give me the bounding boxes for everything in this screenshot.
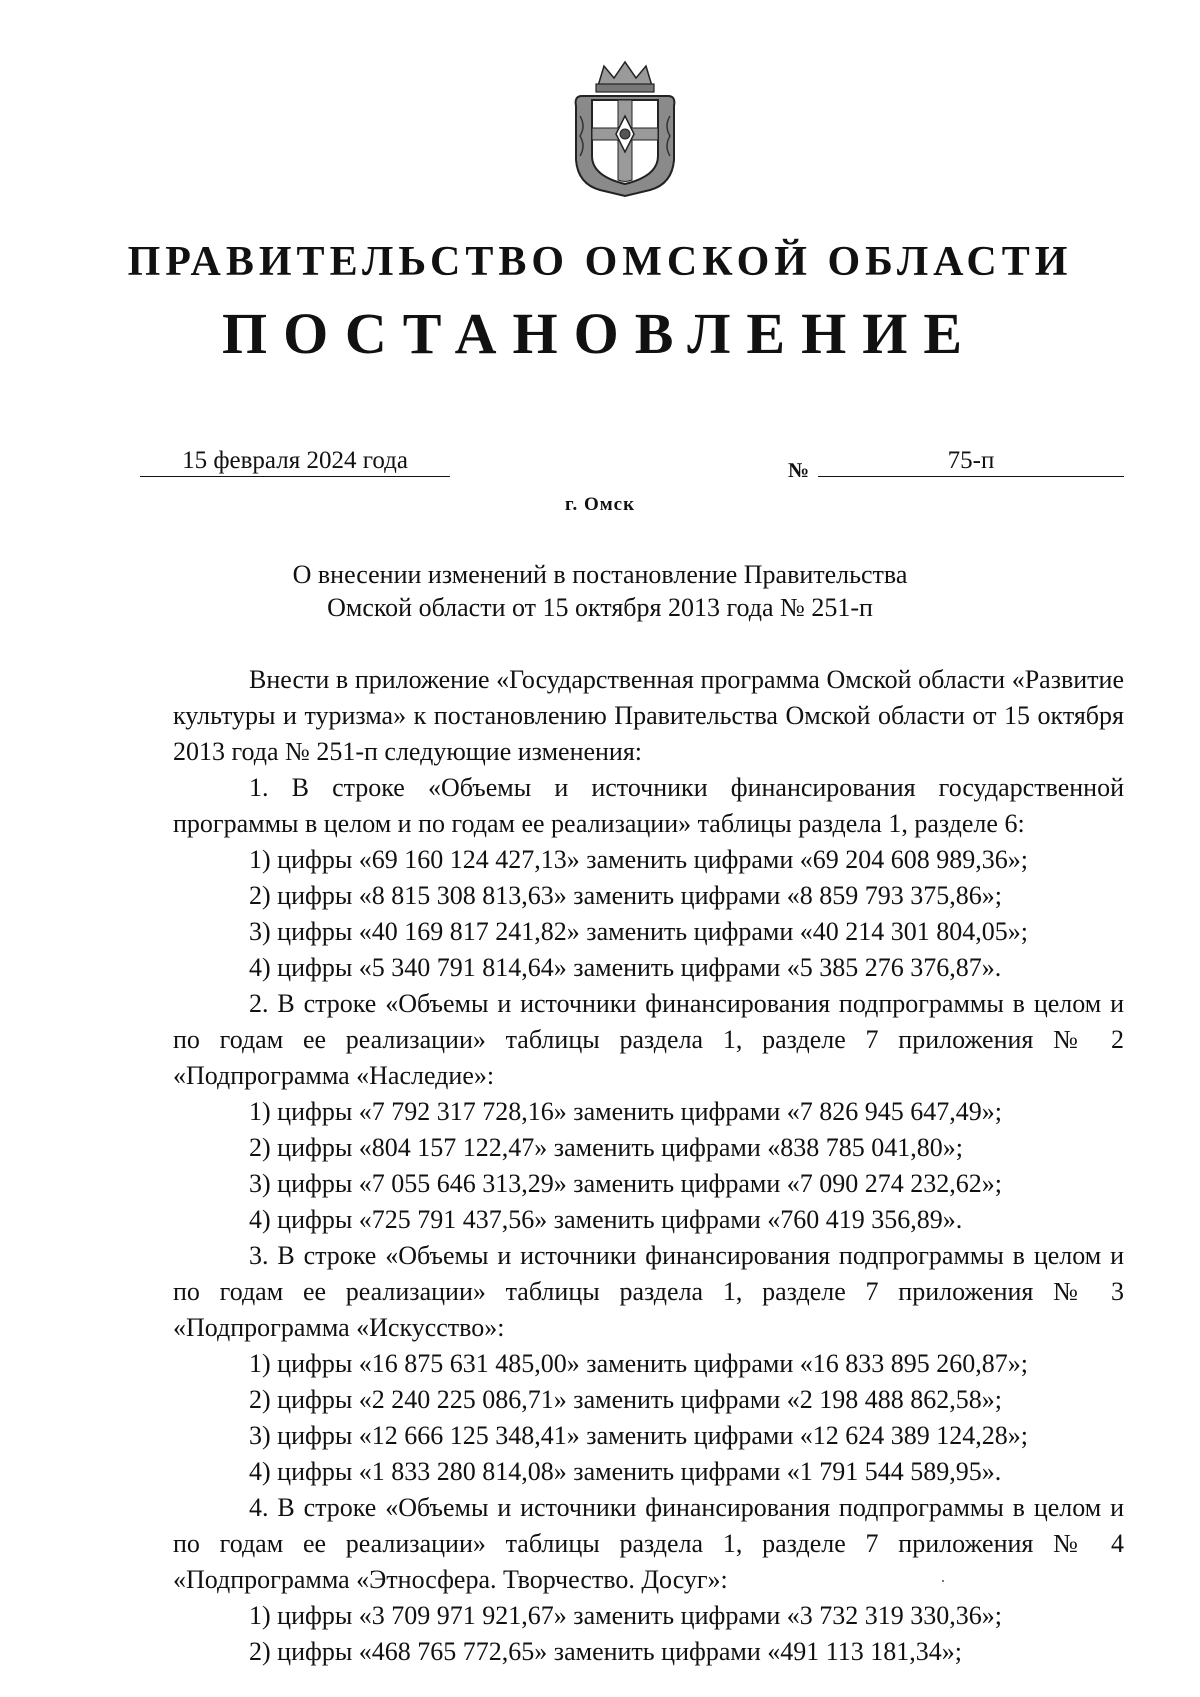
list-item: 1) цифры «7 792 317 728,16» заменить цифрами «7 826 945 647,49»; [249, 1097, 1002, 1126]
number-sign: № [788, 458, 810, 482]
document-number: 75-п [818, 446, 1124, 477]
list-item: 3) цифры «40 169 817 241,82» заменить цифрами «40 214 301 804,05»; [249, 917, 1028, 946]
intro-paragraph: Внести в приложение «Государственная программа Омской области «Развитие культуры и туризма» к постановлению Правительства Омской области от 15 октября 2013 года № 251-п следующие изменения: [173, 665, 1124, 766]
section-paragraph: 4. В строке «Объемы и источники финансирования подпрограммы в целом и по годам ее реализации» таблицы раздела 1, разделе 7 приложения № 4 «Подпрограмма «Этносфера. Творчество. Досуг»: [173, 1493, 1124, 1594]
list-item: 4) цифры «5 340 791 814,64» заменить цифрами «5 385 276 376,87». [249, 953, 1002, 982]
city-label: г. Омск [564, 494, 636, 515]
list-item: 3) цифры «12 666 125 348,41» заменить цифрами «12 624 389 124,28»; [249, 1421, 1028, 1450]
document-subject [0, 558, 1200, 624]
list-item: 2) цифры «804 157 122,47» заменить цифрами «838 785 041,80»; [249, 1133, 963, 1162]
list-item: 3) цифры «7 055 646 313,29» заменить цифрами «7 090 274 232,62»; [249, 1169, 1002, 1198]
document-date: 15 февраля 2024 года [140, 446, 450, 477]
section-paragraph: 1. В строке «Объемы и источники финансирования государственной программы в целом и по годам ее реализации» таблицы раздела 1, разделе 6: [173, 773, 1124, 838]
subject-line: Омской области от 15 октября 2013 года № 251-п [327, 593, 873, 622]
document-type-title: ПОСТАНОВЛЕНИЕ [221, 301, 979, 366]
section-paragraph: 3. В строке «Объемы и источники финансирования подпрограммы в целом и по годам ее реализации» таблицы раздела 1, разделе 7 приложения № 3 «Подпрограмма «Искусство»: [173, 1241, 1124, 1342]
list-item: 1) цифры «3 709 971 921,67» заменить цифрами «3 732 319 330,36»; [249, 1601, 1002, 1630]
list-item: 2) цифры «8 815 308 813,63» заменить цифрами «8 859 793 375,86»; [249, 881, 1002, 910]
subject-line: О внесении изменений в постановление Правительства [292, 560, 908, 589]
list-item: 1) цифры «16 875 631 485,00» заменить цифрами «16 833 895 260,87»; [249, 1349, 1028, 1378]
document-body [173, 662, 1124, 1670]
list-item: 2) цифры «2 240 225 086,71» заменить цифрами «2 198 488 862,58»; [249, 1385, 1002, 1414]
coat-of-arms-emblem [570, 56, 680, 198]
list-item: 4) цифры «1 833 280 814,08» заменить цифрами «1 791 544 589,95». [249, 1457, 1002, 1486]
government-title: ПРАВИТЕЛЬСТВО ОМСКОЙ ОБЛАСТИ [127, 239, 1073, 285]
list-item: 2) цифры «468 765 772,65» заменить цифрами «491 113 181,34»; [249, 1637, 962, 1666]
list-item: 4) цифры «725 791 437,56» заменить цифрами «760 419 356,89». [249, 1205, 963, 1234]
scan-speck [942, 1580, 944, 1582]
list-item: 1) цифры «69 160 124 427,13» заменить цифрами «69 204 608 989,36»; [249, 845, 1028, 874]
section-paragraph: 2. В строке «Объемы и источники финансирования подпрограммы в целом и по годам ее реализации» таблицы раздела 1, разделе 7 приложения № 2 «Подпрограмма «Наследие»: [173, 989, 1124, 1090]
